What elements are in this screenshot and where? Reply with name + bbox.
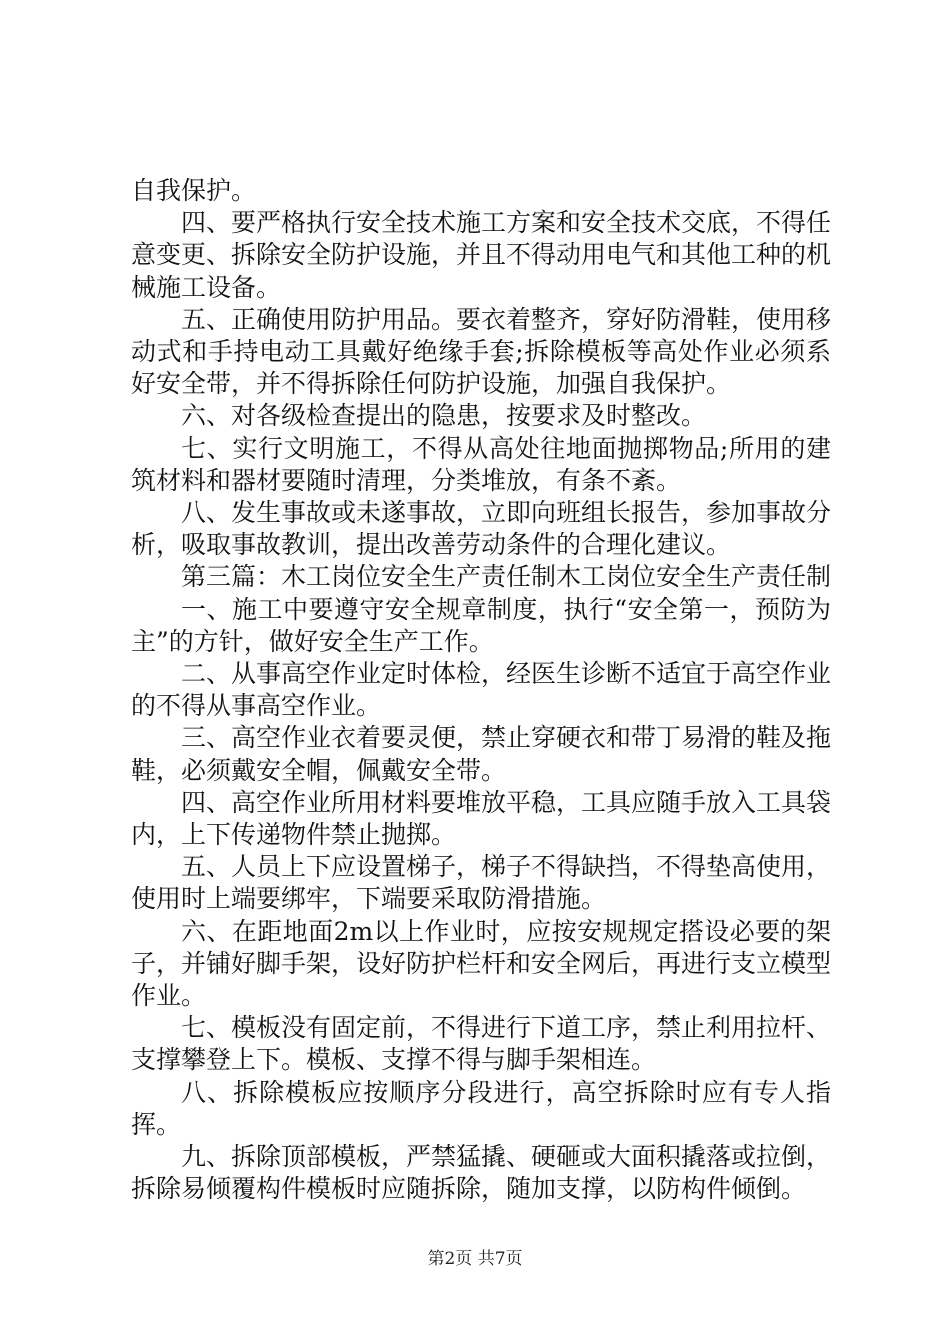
paragraph: 四、要严格执行安全技术施工方案和安全技术交底，不得任意变更、拆除安全防护设施，并且不得动用电气和其他工种的机械施工设备。 bbox=[131, 208, 832, 302]
section-heading: 第三篇：木工岗位安全生产责任制木工岗位安全生产责任制 bbox=[181, 562, 832, 592]
document-body bbox=[131, 175, 831, 1206]
paragraph: 一、施工中要遵守安全规章制度，执行“安全第一，预防为主”的方针，做好安全生产工作。 bbox=[131, 594, 831, 656]
paragraph: 六、在距地面2m以上作业时，应按安规规定搭设必要的架子，并铺好脚手架，设好防护栏杆和安全网后，再进行支立模型作业。 bbox=[131, 916, 832, 1011]
page-number-footer: 第2页 共7页 bbox=[427, 1249, 523, 1269]
paragraph: 七、实行文明施工，不得从高处往地面抛掷物品;所用的建筑材料和器材要随时清理，分类堆放，有条不紊。 bbox=[131, 433, 831, 495]
paragraph: 自我保护。 bbox=[131, 176, 257, 205]
paragraph: 二、从事高空作业定时体检，经医生诊断不适宜于高空作业的不得从事高空作业。 bbox=[131, 659, 832, 721]
paragraph: 八、发生事故或未遂事故，立即向班组长报告，参加事故分析，吸取事故教训，提出改善劳动条件的合理化建议。 bbox=[131, 498, 832, 560]
paragraph: 四、高空作业所用材料要堆放平稳，工具应随手放入工具袋内，上下传递物件禁止抛掷。 bbox=[131, 787, 832, 850]
paragraph: 五、人员上下应设置梯子，梯子不得缺挡，不得垫高使用，使用时上端要绑牢，下端要采取防滑措施。 bbox=[131, 852, 832, 914]
paragraph: 三、高空作业衣着要灵便，禁止穿硬衣和带丁易滑的鞋及拖鞋，必须戴安全帽，佩戴安全带。 bbox=[131, 723, 832, 785]
paragraph: 八、拆除模板应按顺序分段进行，高空拆除时应有专人指挥。 bbox=[131, 1077, 831, 1139]
paragraph: 七、模板没有固定前，不得进行下道工序，禁止利用拉杆、支撑攀登上下。模板、支撑不得与脚手架相连。 bbox=[131, 1013, 832, 1075]
paragraph: 九、拆除顶部模板，严禁猛撬、硬砸或大面积撬落或拉倒，拆除易倾覆构件模板时应随拆除，随加支撑，以防构件倾倒。 bbox=[131, 1142, 832, 1204]
paragraph: 五、正确使用防护用品。要衣着整齐，穿好防滑鞋，使用移动式和手持电动工具戴好绝缘手套;拆除模板等高处作业必须系好安全带，并不得拆除任何防护设施，加强自我保护。 bbox=[131, 304, 832, 399]
paragraph: 六、对各级检查提出的隐患，按要求及时整改。 bbox=[181, 401, 707, 431]
